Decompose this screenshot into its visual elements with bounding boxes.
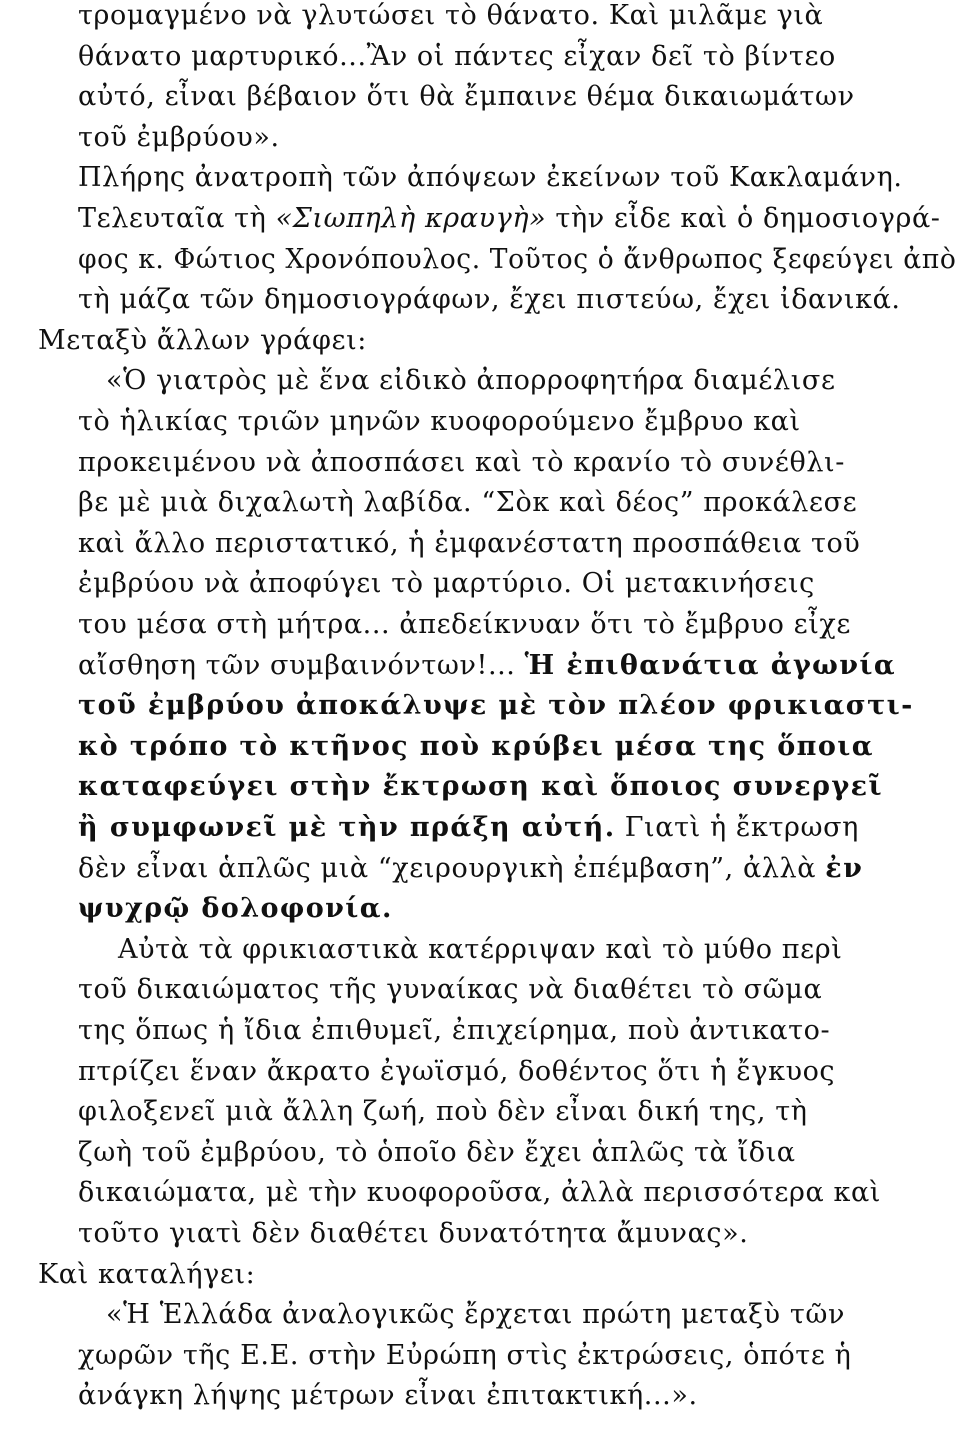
text-line [78, 402, 801, 442]
text-line [78, 605, 851, 645]
text-segment: κὸ τρόπο τὸ κτῆνος ποὺ κρύβει μέσα της ὅποια [78, 730, 874, 762]
text-segment: «Ὁ γιατρὸς μὲ ἕνα εἰδικὸ ἀπορροφητήρα διαμέλισε [106, 365, 836, 397]
text-segment: Πλήρης ἀνατροπὴ τῶν ἀπόψεων ἐκείνων τοῦ Κακλαμάνη. [78, 162, 903, 194]
text-segment: του μέσα στὴ μήτρα... ἀπεδείκνυαν ὅτι τὸ ἔμβρυο εἶχε [78, 609, 851, 640]
text-segment: αὐτό, εἶναι βέβαιον ὅτι θὰ ἔμπαινε θέμα δικαιωμάτων [78, 81, 855, 113]
text-segment: τὴ μάζα τῶν δημοσιογράφων, ἔχει πιστεύω, ἔχει ἰδανικά. [78, 284, 901, 316]
text-line [78, 1092, 808, 1132]
text-line [78, 483, 857, 523]
text-segment: προκειμένου νὰ ἀποσπάσει καὶ τὸ κρανίο τὸ συνέθλι- [78, 446, 845, 478]
text-line [78, 0, 823, 36]
text-segment: καταφεύγει στὴν ἔκτρωση καὶ ὅποιος συνεργεῖ [78, 771, 883, 803]
text-line [78, 280, 901, 320]
text-line [78, 1173, 881, 1213]
text-segment: ἢ συμφωνεῖ μὲ τὴν πράξη αὐτή. [78, 812, 616, 843]
text-segment: Μεταξὺ ἄλλων γράφει: [38, 324, 367, 356]
text-line [78, 1336, 851, 1376]
text-line [106, 361, 836, 401]
text-line [118, 930, 842, 970]
text-line [78, 564, 815, 604]
text-line [78, 158, 903, 198]
text-segment: ἐν [825, 852, 864, 884]
text-line [78, 727, 874, 767]
text-line [38, 1255, 255, 1295]
text-line [78, 970, 822, 1010]
text-line [78, 889, 393, 929]
text-line [78, 1052, 835, 1092]
text-line [78, 524, 860, 564]
text-segment: φος κ. Φώτιος Χρονόπουλος. Τοῦτος ὁ ἄνθρωπος ξεφεύγει ἀπὸ [78, 243, 957, 275]
text-line [78, 240, 956, 280]
text-line [78, 1214, 748, 1254]
text-line [78, 443, 845, 483]
text-line [78, 767, 883, 807]
text-segment: ἐμβρύου νὰ ἀποφύγει τὸ μαρτύριο. Οἱ μετακινήσεις [78, 568, 815, 600]
text-line [78, 646, 896, 686]
text-segment: τοῦ ἐμβρύου ἀποκάλυψε μὲ τὸν πλέον φρικιαστι- [78, 690, 914, 722]
text-line [78, 37, 836, 77]
text-segment: πτρίζει ἕναν ἄκρατο ἐγωϊσμό, δοθέντος ὅτι ἡ ἔγκυος [78, 1055, 836, 1087]
text-segment: ζωὴ τοῦ ἐμβρύου, τὸ ὁποῖο δὲν ἔχει ἁπλῶς τὰ ἴδια [78, 1136, 796, 1168]
text-segment: τρομαγμένο νὰ γλυτώσει τὸ θάνατο. Καὶ μιλᾶμε γιὰ [78, 0, 824, 31]
text-line [78, 1376, 698, 1416]
text-segment: Ἡ ἐπιθανάτια ἀγωνία [524, 649, 897, 681]
text-segment: «Ἡ Ἑλλάδα ἀναλογικῶς ἔρχεται πρώτη μεταξὺ τῶν [106, 1299, 846, 1331]
text-segment: χωρῶν τῆς Ε.Ε. στὴν Εὐρώπη στὶς ἐκτρώσεις, ὁπότε ἡ [78, 1339, 852, 1371]
text-segment: ψυχρῷ δολοφονία. [78, 893, 393, 925]
text-line [78, 686, 914, 726]
text-line [78, 1011, 830, 1051]
text-segment: ἀνάγκη λήψης μέτρων εἶναι ἐπιτακτική...». [78, 1380, 698, 1412]
text-segment: αἴσθηση τῶν συμβαινόντων!... [78, 649, 525, 681]
text-line [78, 77, 855, 117]
text-segment: Τελευταῖα τὴ [78, 203, 276, 234]
text-segment: τοῦ ἐμβρύου». [78, 121, 280, 153]
text-segment: «Σιωπηλὴ κραυγὴ» [275, 203, 547, 234]
text-segment: βε μὲ μιὰ διχαλωτὴ λαβίδα. “Σὸκ καὶ δέος” προκάλεσε [78, 487, 858, 519]
text-line [78, 1133, 796, 1173]
text-segment: Γιατὶ ἡ ἔκτρωση [615, 812, 859, 843]
text-line [78, 199, 941, 239]
text-segment: τὸ ἡλικίας τριῶν μηνῶν κυοφορούμενο ἔμβρυο καὶ [78, 406, 801, 437]
text-segment: τοῦτο γιατὶ δὲν διαθέτει δυνατότητα ἄμυνας». [78, 1218, 749, 1249]
text-segment: Αὐτὰ τὰ φρικιαστικὰ κατέρριψαν καὶ τὸ μύθο περὶ [118, 933, 843, 965]
text-segment: τοῦ δικαιώματος τῆς γυναίκας νὰ διαθέτει τὸ σῶμα [78, 974, 823, 1006]
text-line [78, 849, 863, 889]
text-line [106, 1295, 845, 1335]
text-segment: θάνατο μαρτυρικό...Ἂν οἱ πάντες εἶχαν δεῖ τὸ βίντεο [78, 40, 836, 72]
text-segment: τὴν εἶδε καὶ ὁ δημοσιογρά- [546, 203, 941, 234]
text-line [78, 808, 859, 848]
text-segment: της ὅπως ἡ ἴδια ἐπιθυμεῖ, ἐπιχείρημα, ποὺ ἀντικατο- [78, 1015, 831, 1046]
text-line [78, 118, 280, 158]
text-segment: φιλοξενεῖ μιὰ ἄλλη ζωή, ποὺ δὲν εἶναι δική της, τὴ [78, 1096, 808, 1128]
text-segment: Καὶ καταλήγει: [38, 1258, 256, 1290]
text-line [38, 321, 367, 361]
text-segment: καὶ ἄλλο περιστατικό, ἡ ἐμφανέστατη προσπάθεια τοῦ [78, 527, 861, 559]
text-segment: δὲν εἶναι ἁπλῶς μιὰ “χειρουργικὴ ἐπέμβαση”, ἀλλὰ [78, 852, 826, 884]
text-segment: δικαιώματα, μὲ τὴν κυοφοροῦσα, ἀλλὰ περισσότερα καὶ [78, 1177, 881, 1209]
